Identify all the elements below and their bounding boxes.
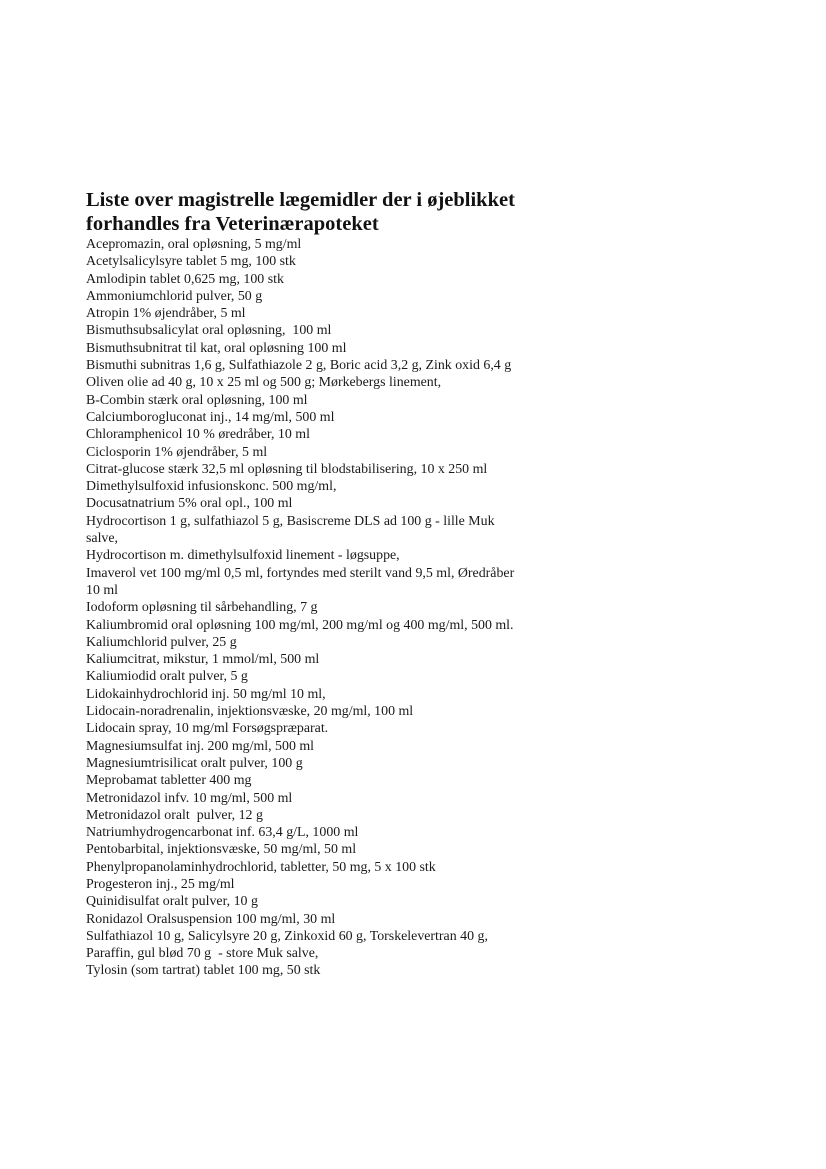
list-item: B-Combin stærk oral opløsning, 100 ml	[86, 392, 308, 408]
document-title	[86, 188, 786, 236]
list-item: Lidocain spray, 10 mg/ml Forsøgspræparat.	[86, 721, 329, 737]
list-item: Ciclosporin 1% øjendråber, 5 ml	[86, 444, 268, 460]
list-item: Phenylpropanolaminhydrochlorid, tabletter, 50 mg, 5 x 100 stk	[86, 859, 436, 875]
title-line-2: forhandles fra Veterinærapoteket	[86, 213, 379, 235]
list-item: Citrat-glucose stærk 32,5 ml opløsning til blodstabilisering, 10 x 250 ml	[86, 461, 488, 477]
list-item: Iodoform opløsning til sårbehandling, 7 g	[86, 600, 318, 616]
list-item: Lidocain-noradrenalin, injektionsvæske, 20 mg/ml, 100 ml	[86, 704, 414, 720]
list-item: Dimethylsulfoxid infusionskonc. 500 mg/ml,	[86, 479, 337, 495]
list-item: Magnesiumtrisilicat oralt pulver, 100 g	[86, 755, 303, 771]
list-item: Oliven olie ad 40 g, 10 x 25 ml og 500 g; Mørkebergs linement,	[86, 375, 442, 391]
list-item: Tylosin (som tartrat) tablet 100 mg, 50 stk	[86, 963, 321, 979]
medicine-list	[86, 236, 786, 980]
list-item: Hydrocortison 1 g, sulfathiazol 5 g, Basiscreme DLS ad 100 g - lille Muk	[86, 513, 495, 529]
list-item: 10 ml	[86, 582, 119, 598]
list-item: Docusatnatrium 5% oral opl., 100 ml	[86, 496, 293, 512]
list-item: Kaliumchlorid pulver, 25 g	[86, 634, 237, 650]
list-item: Ammoniumchlorid pulver, 50 g	[86, 288, 263, 304]
document-body	[86, 188, 786, 980]
list-item: Pentobarbital, injektionsvæske, 50 mg/ml, 50 ml	[86, 842, 357, 858]
list-item: Imaverol vet 100 mg/ml 0,5 ml, fortyndes med sterilt vand 9,5 ml, Øredråber	[86, 565, 515, 581]
list-item: Sulfathiazol 10 g, Salicylsyre 20 g, Zinkoxid 60 g, Torskelevertran 40 g,	[86, 928, 488, 944]
list-item: Paraffin, gul blød 70 g - store Muk salve,	[86, 946, 319, 962]
list-item: Progesteron inj., 25 mg/ml	[86, 876, 235, 892]
list-item: Hydrocortison m. dimethylsulfoxid linement - løgsuppe,	[86, 548, 400, 564]
list-item: Amlodipin tablet 0,625 mg, 100 stk	[86, 271, 284, 287]
list-item: Ronidazol Oralsuspension 100 mg/ml, 30 ml	[86, 911, 336, 927]
list-item: Metronidazol oralt pulver, 12 g	[86, 807, 263, 823]
list-item: Quinidisulfat oralt pulver, 10 g	[86, 894, 258, 910]
list-item: Natriumhydrogencarbonat inf. 63,4 g/L, 1000 ml	[86, 825, 359, 841]
list-item: Bismuthi subnitras 1,6 g, Sulfathiazole 2 g, Boric acid 3,2 g, Zink oxid 6,4 g	[86, 358, 512, 374]
list-item: Bismuthsubsalicylat oral opløsning, 100 ml	[86, 323, 332, 339]
title-line-1: Liste over magistrelle lægemidler der i øjeblikket	[86, 189, 515, 211]
list-item: Meprobamat tabletter 400 mg	[86, 773, 252, 789]
list-item: Calciumborogluconat inj., 14 mg/ml, 500 ml	[86, 409, 335, 425]
list-item: Acetylsalicylsyre tablet 5 mg, 100 stk	[86, 254, 296, 270]
list-item: Magnesiumsulfat inj. 200 mg/ml, 500 ml	[86, 738, 315, 754]
list-item: Atropin 1% øjendråber, 5 ml	[86, 306, 246, 322]
list-item: Acepromazin, oral opløsning, 5 mg/ml	[86, 237, 302, 252]
list-item: Kaliumiodid oralt pulver, 5 g	[86, 669, 248, 685]
list-item: Bismuthsubnitrat til kat, oral opløsning 100 ml	[86, 340, 347, 356]
list-item: Kaliumbromid oral opløsning 100 mg/ml, 200 mg/ml og 400 mg/ml, 500 ml.	[86, 617, 514, 633]
list-item: salve,	[86, 531, 119, 547]
list-item: Kaliumcitrat, mikstur, 1 mmol/ml, 500 ml	[86, 652, 320, 668]
list-item: Metronidazol infv. 10 mg/ml, 500 ml	[86, 790, 293, 806]
list-item: Lidokainhydrochlorid inj. 50 mg/ml 10 ml,	[86, 686, 326, 702]
list-item: Chloramphenicol 10 % øredråber, 10 ml	[86, 427, 310, 443]
